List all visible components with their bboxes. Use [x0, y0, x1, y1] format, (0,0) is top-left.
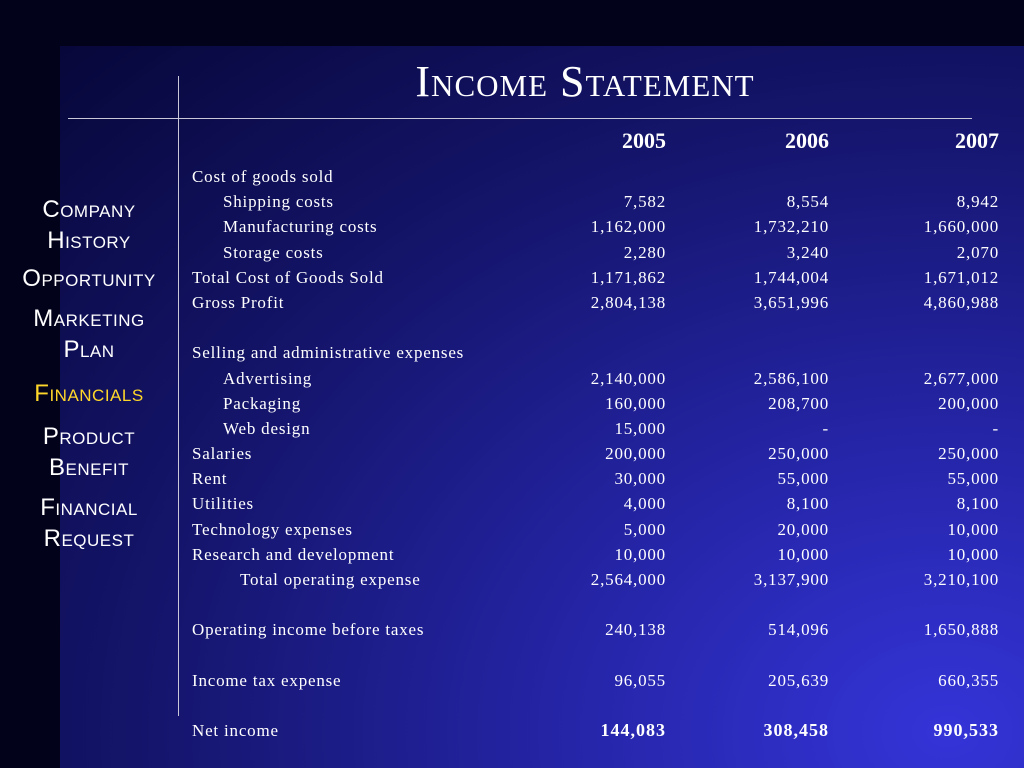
row-label: Cost of goods sold [192, 167, 334, 186]
value-2007: 1,671,012 [923, 267, 999, 287]
row-label: Research and development [192, 544, 395, 564]
row-label: Shipping costs [223, 192, 334, 212]
table-row [192, 668, 1002, 693]
value-2005: 160,000 [605, 393, 666, 413]
table-row [192, 542, 1002, 567]
row-label: Storage costs [223, 242, 324, 262]
value-2005: 4,000 [623, 494, 666, 514]
value-2006: - [822, 418, 829, 438]
row-label: Web design [223, 418, 311, 438]
nav-item-opportunity[interactable]: Opportunity [22, 265, 156, 292]
value-2005: 30,000 [614, 469, 666, 489]
table-row [192, 366, 1002, 391]
row-label: Technology expenses [192, 519, 353, 539]
value-2007: 2,677,000 [923, 368, 999, 388]
row-label: Salaries [192, 444, 253, 464]
value-2006: 3,651,996 [753, 292, 829, 312]
value-2007: 200,000 [938, 393, 999, 413]
row-label: Gross Profit [192, 292, 285, 312]
table-row [192, 189, 1002, 214]
row-label: Net income [192, 721, 279, 741]
nav-item-financials[interactable]: Financials [34, 380, 144, 407]
table-row [192, 592, 1002, 617]
table-row [192, 265, 1002, 290]
table-row [192, 617, 1002, 642]
row-label: Total Cost of Goods Sold [192, 267, 384, 287]
value-2005: 2,280 [623, 242, 666, 262]
value-2007: 4,860,988 [923, 292, 999, 312]
table-row [192, 491, 1002, 516]
row-label: Income tax expense [192, 670, 342, 690]
value-2007: 8,942 [956, 192, 999, 212]
row-label: Advertising [223, 368, 313, 388]
value-2005: 1,171,862 [590, 267, 666, 287]
value-2005: 2,804,138 [590, 292, 666, 312]
value-2006: 208,700 [768, 393, 829, 413]
nav-item-financial-request[interactable]: Financial Request [40, 494, 138, 552]
value-2007: 990,533 [933, 720, 999, 741]
value-2006: 2,586,100 [753, 368, 829, 388]
table-row [192, 517, 1002, 542]
table-row [192, 391, 1002, 416]
table-row [192, 315, 1002, 340]
table-row [192, 567, 1002, 592]
value-2005: 1,162,000 [590, 217, 666, 237]
value-2007: 2,070 [956, 242, 999, 262]
value-2005: 7,582 [623, 192, 666, 212]
row-label: Packaging [223, 393, 302, 413]
value-2006: 1,744,004 [753, 267, 829, 287]
value-2006: 55,000 [777, 469, 829, 489]
nav-item-company-history[interactable]: Company History [42, 196, 136, 254]
value-2007: 250,000 [938, 444, 999, 464]
title-divider [68, 118, 972, 119]
value-2007: - [992, 418, 999, 438]
table-row [192, 164, 1002, 189]
table-row [192, 340, 1002, 365]
value-2007: 1,660,000 [923, 217, 999, 237]
value-2006: 8,100 [786, 494, 829, 514]
table-row [192, 416, 1002, 441]
value-2007: 10,000 [947, 544, 999, 564]
value-2006: 1,732,210 [753, 217, 829, 237]
table-row [192, 214, 1002, 239]
row-label: Operating income before taxes [192, 620, 425, 640]
value-2005: 10,000 [614, 544, 666, 564]
value-2006: 3,137,900 [753, 570, 829, 589]
value-2007: 55,000 [947, 469, 999, 489]
year-header: 2006 [785, 128, 829, 153]
value-2007: 660,355 [938, 670, 999, 690]
value-2005: 144,083 [600, 720, 666, 741]
row-label: Rent [192, 469, 228, 489]
value-2006: 250,000 [768, 444, 829, 464]
row-label: Selling and administrative expenses [192, 343, 465, 363]
table-row [192, 643, 1002, 668]
table-row [192, 718, 1002, 743]
value-2005: 15,000 [614, 418, 666, 438]
nav-divider [178, 76, 179, 716]
value-2005: 200,000 [605, 444, 666, 464]
section-nav [0, 194, 178, 554]
value-2005: 240,138 [605, 620, 666, 640]
row-label: Total operating expense [240, 570, 421, 589]
table-row [192, 693, 1002, 718]
income-statement-table [192, 164, 1002, 743]
table-row [192, 441, 1002, 466]
row-label: Manufacturing costs [223, 217, 378, 237]
value-2007: 1,650,888 [923, 620, 999, 640]
table-row [192, 290, 1002, 315]
value-2005: 96,055 [614, 670, 666, 690]
year-header: 2005 [622, 128, 666, 153]
value-2005: 5,000 [623, 519, 666, 539]
value-2007: 10,000 [947, 519, 999, 539]
value-2007: 3,210,100 [923, 570, 999, 589]
row-label: Utilities [192, 494, 254, 514]
table-row [192, 240, 1002, 265]
value-2005: 2,140,000 [590, 368, 666, 388]
value-2006: 10,000 [777, 544, 829, 564]
value-2006: 205,639 [768, 670, 829, 690]
slide-title: Income Statement [415, 57, 755, 106]
nav-item-product-benefit[interactable]: Product Benefit [42, 423, 136, 481]
value-2006: 8,554 [786, 192, 829, 212]
nav-item-marketing-plan[interactable]: Marketing Plan [33, 305, 145, 363]
value-2005: 2,564,000 [590, 570, 666, 589]
table-row [192, 466, 1002, 491]
value-2007: 8,100 [956, 494, 999, 514]
year-header: 2007 [955, 128, 999, 153]
value-2006: 20,000 [777, 519, 829, 539]
value-2006: 514,096 [768, 620, 829, 640]
value-2006: 3,240 [786, 242, 829, 262]
value-2006: 308,458 [763, 720, 829, 741]
